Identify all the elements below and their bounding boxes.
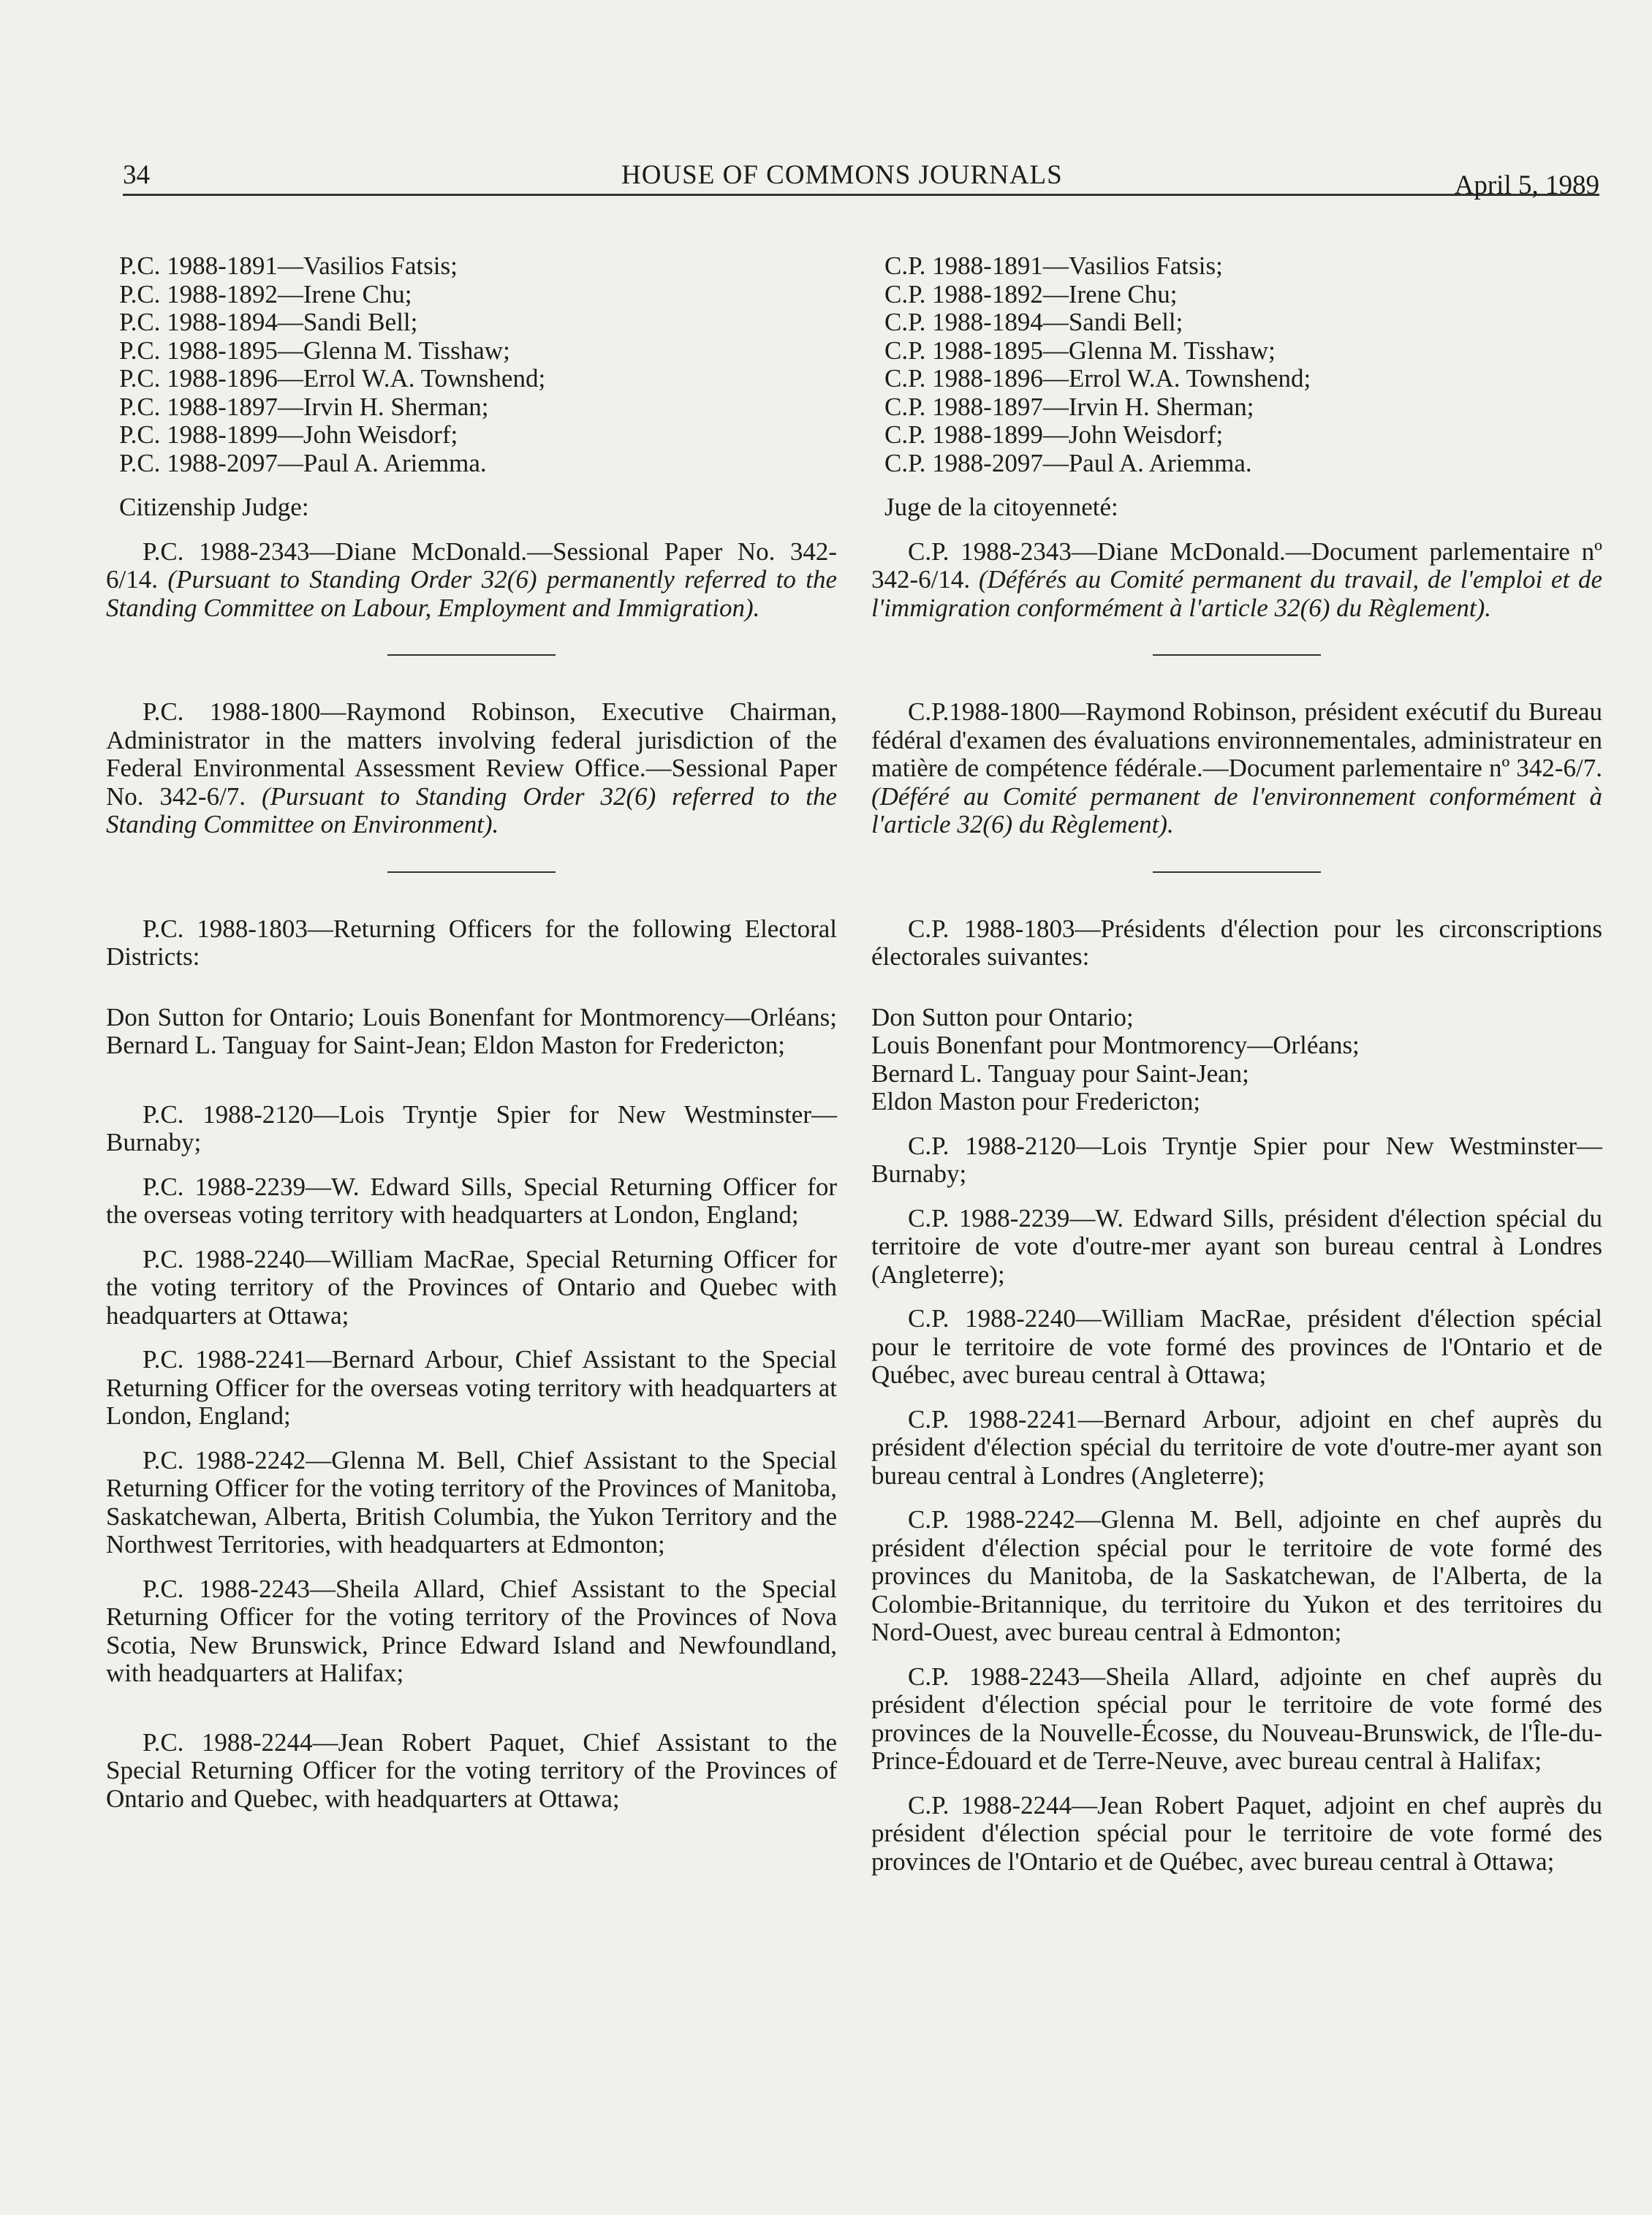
paragraph: P.C. 1988-2241—Bernard Arbour, Chief Assistant to the Special Returning Officer for the overseas voting territory with headquarters at London, England; (106, 1345, 837, 1430)
district-list (871, 1004, 1602, 1116)
order-list (119, 252, 837, 477)
paragraph: P.C. 1988-2244—Jean Robert Paquet, Chief Assistant to the Special Returning Officer for the voting territory of the Provinces of Ontario and Quebec, with headquarters at Ottawa; (106, 1727, 837, 1813)
section-label: Juge de la citoyenneté: (884, 493, 1118, 521)
journal-title: HOUSE OF COMMONS JOURNALS (621, 160, 1063, 190)
paragraph: P.C. 1988-1803—Returning Officers for the following Electoral Districts: (106, 914, 837, 971)
divider (387, 871, 556, 873)
list-item: P.C. 1988-1899—John Weisdorf; (119, 420, 458, 449)
list-item: C.P. 1988-2097—Paul A. Ariemma. (884, 448, 1252, 477)
paragraph (871, 698, 1602, 839)
french-column (871, 252, 1602, 1876)
list-item: Don Sutton pour Ontario; (871, 1002, 1134, 1031)
paragraph: P.C. 1988-2243—Sheila Allard, Chief Assistant to the Special Returning Officer for the voting territory of the Provinces of Nova Scotia, New Brunswick, Prince Edward Island and Newfoundland, with headquarters at Halifax; (106, 1574, 837, 1687)
journal-date: April 5, 1989 (1454, 170, 1599, 200)
paragraph: Don Sutton for Ontario; Louis Bonenfant for Montmorency—Orléans; Bernard L. Tanguay for Saint-Jean; Eldon Maston for Fredericton; (106, 1002, 837, 1059)
list-item: P.C. 1988-1894—Sandi Bell; (119, 308, 418, 336)
list-item: C.P. 1988-1891—Vasilios Fatsis; (884, 251, 1223, 280)
list-item: C.P. 1988-1894—Sandi Bell; (884, 308, 1183, 336)
list-item: C.P. 1988-1896—Errol W.A. Townshend; (884, 364, 1311, 393)
list-item: Bernard L. Tanguay pour Saint-Jean; (871, 1059, 1249, 1088)
paragraph: P.C. 1988-2120—Lois Tryntje Spier for New Westminster—Burnaby; (106, 1099, 837, 1156)
list-item: Eldon Maston pour Fredericton; (871, 1087, 1201, 1116)
paragraph-note: (Pursuant to Standing Order 32(6) referred to the Standing Committee on Environment). (106, 781, 838, 838)
list-item: P.C. 1988-1895—Glenna M. Tisshaw; (119, 336, 510, 365)
paragraph: C.P. 1988-2244—Jean Robert Paquet, adjoint en chef auprès du président d'élection spécial pour le territoire de vote formé des provinces de l'Ontario et de Québec, avec bureau central à Ottawa; (871, 1790, 1602, 1876)
list-item: P.C. 1988-2097—Paul A. Ariemma. (119, 448, 487, 477)
divider (1153, 654, 1321, 656)
list-item: C.P. 1988-1899—John Weisdorf; (884, 420, 1224, 449)
paragraph (106, 698, 837, 839)
list-item: P.C. 1988-1896—Errol W.A. Townshend; (119, 364, 546, 393)
paragraph: P.C. 1988-2239—W. Edward Sills, Special Returning Officer for the overseas voting territory with headquarters at London, England; (106, 1172, 837, 1229)
list-item: C.P. 1988-1895—Glenna M. Tisshaw; (884, 336, 1276, 365)
divider (387, 654, 556, 656)
paragraph-note: (Pursuant to Standing Order 32(6) permanently referred to the Standing Committee on Labour, Employment and Immigration). (106, 565, 837, 622)
list-item: Louis Bonenfant pour Montmorency—Orléans; (871, 1031, 1360, 1059)
section-label: Citizenship Judge: (119, 493, 309, 521)
paragraph (106, 538, 837, 623)
order-list (884, 252, 1602, 477)
english-column (106, 252, 837, 1813)
paragraph-text: P.C. 1988-1800—Raymond Robinson, Executive Chairman, Administrator in the matters involving federal jurisdiction of the Federal Environmental Assessment Review Office.—Sessional Paper No. 342-6/7. (106, 697, 837, 811)
paragraph-text: C.P.1988-1800—Raymond Robinson, président exécutif du Bureau fédéral d'examen des évaluations environnementales, administrateur en matière de compétence fédérale.—Document parlementaire nº 342-6/7. (871, 697, 1602, 782)
paragraph: C.P. 1988-2120—Lois Tryntje Spier pour New Westminster—Burnaby; (871, 1131, 1602, 1188)
list-item: P.C. 1988-1891—Vasilios Fatsis; (119, 251, 458, 280)
paragraph: C.P. 1988-2241—Bernard Arbour, adjoint en chef auprès du président d'élection spécial du territoire de vote d'outre-mer ayant son bureau central à Londres (Angleterre); (871, 1404, 1602, 1490)
paragraph: C.P. 1988-2242—Glenna M. Bell, adjointe en chef auprès du président d'élection spécial pour le territoire de vote formé des provinces du Manitoba, de la Saskatchewan, de l'Alberta, de la Colombie-Britannique, du territoire du Yukon et des territoires du Nord-Ouest, avec bureau central à Edmonton; (871, 1505, 1602, 1646)
divider (1153, 871, 1321, 873)
page-header (123, 150, 1599, 200)
paragraph-text: P.C. 1988-2343—Diane McDonald.—Sessional Paper No. 342-6/14. (106, 537, 837, 594)
paragraph: C.P. 1988-2243—Sheila Allard, adjointe en chef auprès du président d'élection spécial pour le territoire de vote formé des provinces de la Nouvelle-Écosse, du Nouveau-Brunswick, de l'Île-du-Prince-Édouard et de Terre-Neuve, avec bureau central à Halifax; (871, 1662, 1602, 1775)
paragraph-note: (Déféré au Comité permanent de l'environnement conformément à l'article 32(6) du Règlement). (871, 781, 1602, 838)
list-item: C.P. 1988-1892—Irene Chu; (884, 279, 1178, 308)
page-number: 34 (123, 160, 150, 190)
list-item: C.P. 1988-1897—Irvin H. Sherman; (884, 392, 1254, 421)
paragraph-note: (Déférés au Comité permanent du travail, de l'emploi et de l'immigration conformément à l'article 32(6) du Règlement). (871, 565, 1602, 622)
paragraph: C.P. 1988-2240—William MacRae, président d'élection spécial pour le territoire de vote formé des provinces de l'Ontario et de Québec, avec bureau central à Ottawa; (871, 1304, 1602, 1389)
paragraph: P.C. 1988-2242—Glenna M. Bell, Chief Assistant to the Special Returning Officer for the voting territory of the Provinces of Manitoba, Saskatchewan, Alberta, British Columbia, the Yukon Territory and the Northwest Territories, with headquarters at Edmonton; (106, 1445, 837, 1559)
list-item: P.C. 1988-1897—Irvin H. Sherman; (119, 392, 489, 421)
paragraph: P.C. 1988-2240—William MacRae, Special Returning Officer for the voting territory of the Provinces of Ontario and Quebec with headquarters at Ottawa; (106, 1244, 837, 1330)
paragraph-text: C.P. 1988-2343—Diane McDonald.—Document parlementaire nº 342-6/14. (871, 537, 1602, 594)
paragraph (871, 538, 1602, 623)
paragraph: C.P. 1988-2239—W. Edward Sills, président d'élection spécial du territoire de vote d'outre-mer ayant son bureau central à Londres (Angleterre); (871, 1203, 1602, 1289)
list-item: P.C. 1988-1892—Irene Chu; (119, 279, 412, 308)
paragraph: C.P. 1988-1803—Présidents d'élection pour les circonscriptions électorales suivantes: (871, 914, 1602, 971)
